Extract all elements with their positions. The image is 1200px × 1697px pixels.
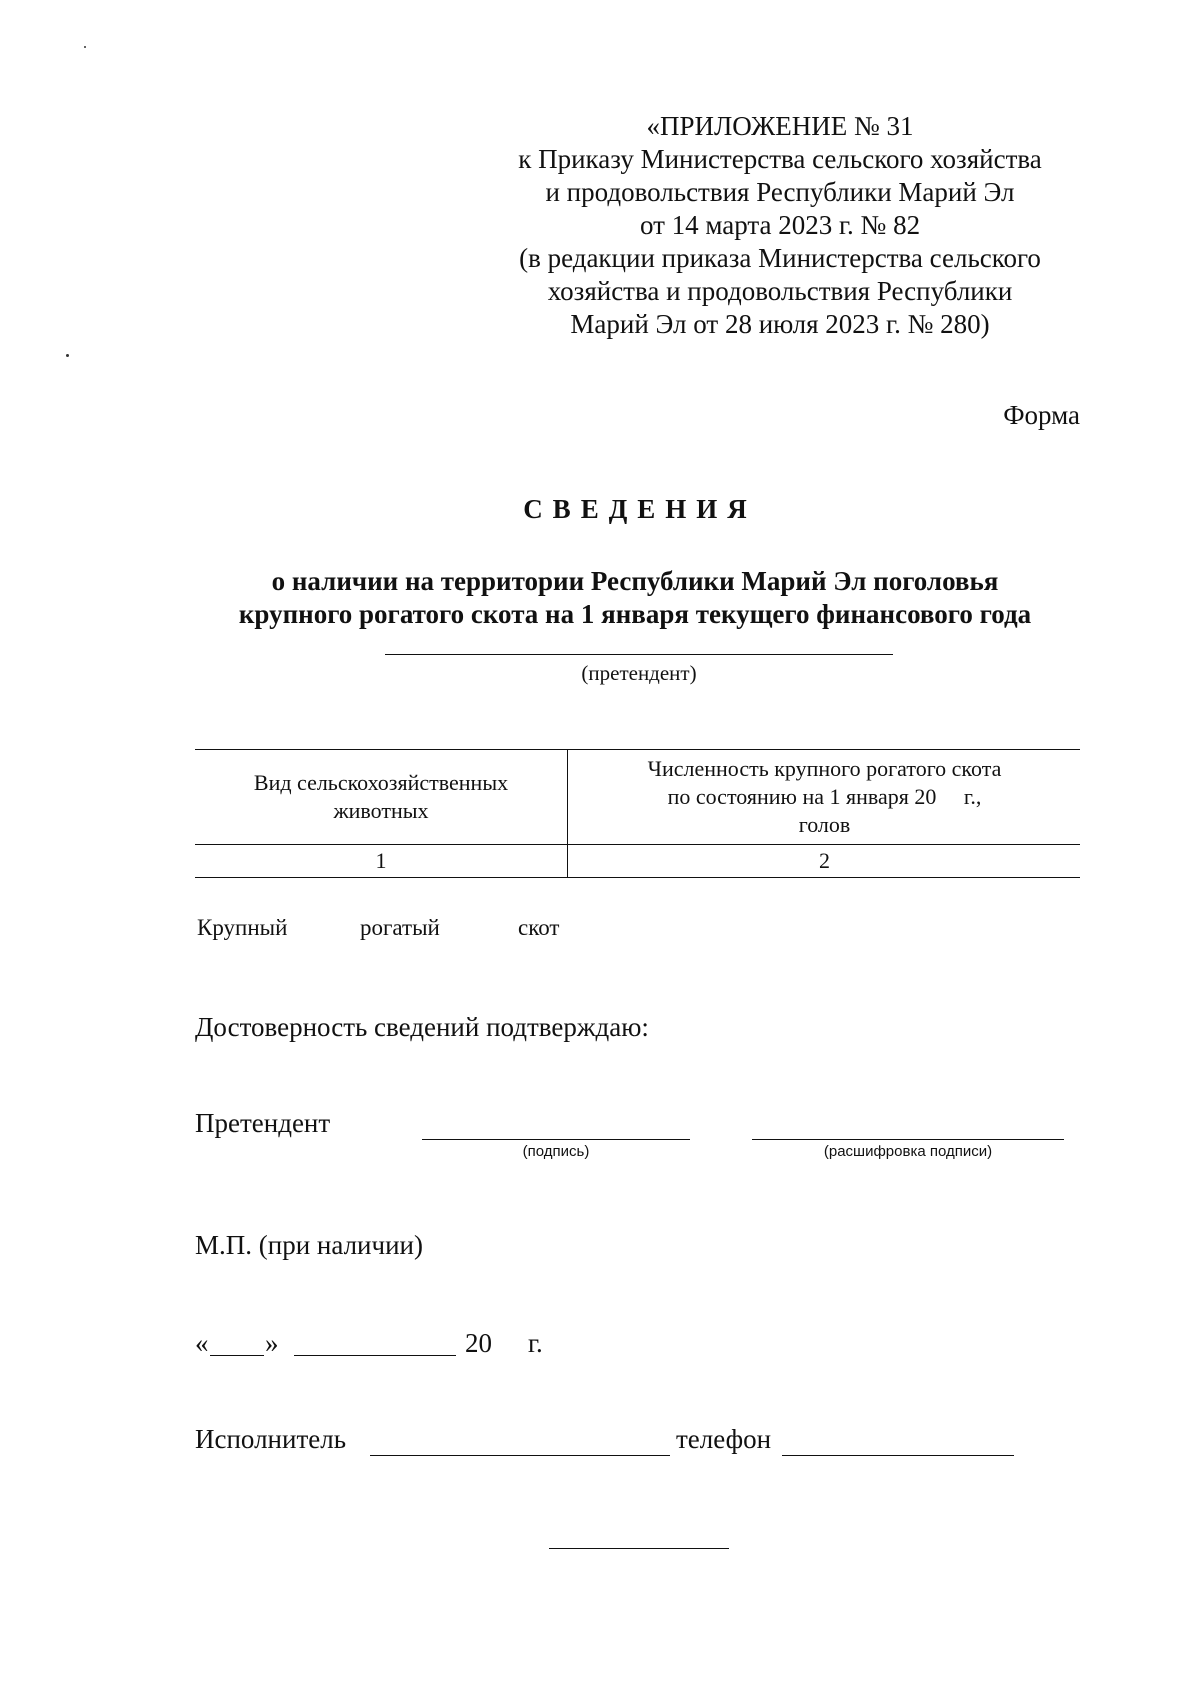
form-label: Форма (1003, 400, 1080, 430)
signature-decode-field[interactable] (752, 1139, 1064, 1140)
date-month-field[interactable] (294, 1355, 456, 1356)
table-header-border (195, 844, 1080, 845)
appendix-line: «ПРИЛОЖЕНИЕ № 31 (646, 111, 914, 141)
scan-speck (84, 46, 86, 48)
column-number: 1 (375, 848, 387, 873)
table-column-divider (567, 749, 568, 878)
column-number: 2 (819, 848, 830, 873)
appendix-line: и продовольствия Республики Марий Эл (545, 177, 1015, 207)
appendix-line: от 14 марта 2023 г. № 82 (639, 210, 921, 240)
signature-caption: (подпись) (522, 1143, 590, 1160)
subtitle-line: крупного рогатого скота на 1 января текущего финансового года (238, 599, 1032, 629)
table-header-animal-type (195, 751, 567, 843)
applicant-caption: (претендент) (581, 661, 697, 685)
executor-field[interactable] (370, 1455, 670, 1456)
confirmation-text: Достоверность сведений подтверждаю: (195, 1012, 649, 1042)
executor-label: Исполнитель (195, 1424, 347, 1454)
document-subtitle (0, 565, 1200, 631)
appendix-line: (в редакции приказа Министерства сельского (519, 243, 1041, 273)
phone-label: телефон (676, 1424, 772, 1454)
appendix-line: к Приказу Министерства сельского хозяйства (518, 144, 1042, 174)
row-word: Крупный (197, 915, 288, 940)
header-line: животных (333, 798, 429, 823)
date-year-suffix: г. (528, 1328, 543, 1358)
appendix-line: Марий Эл от 28 июля 2023 г. № 280) (570, 309, 990, 339)
header-line: по состоянию на 1 января 20 г., (667, 784, 982, 809)
date-close-quote: » (265, 1328, 279, 1358)
appendix-header (480, 110, 1080, 341)
applicant-field[interactable] (385, 654, 893, 655)
appendix-line: хозяйства и продовольствия Республики (547, 276, 1013, 306)
phone-field[interactable] (782, 1455, 1014, 1456)
row-word: рогатый (360, 915, 440, 940)
date-day-field[interactable] (210, 1355, 264, 1356)
date-open-quote: « (195, 1328, 209, 1358)
signature-decode-caption: (расшифровка подписи) (823, 1143, 993, 1160)
header-line: Вид сельскохозяйственных (253, 770, 509, 795)
subtitle-line: о наличии на территории Республики Марий Эл поголовья (271, 566, 999, 596)
header-line: голов (798, 812, 851, 837)
table-number-border (195, 877, 1080, 878)
closing-separator (549, 1548, 729, 1549)
header-line: Численность крупного рогатого скота (647, 756, 1002, 781)
scan-speck (66, 354, 69, 357)
table-top-border (195, 749, 1080, 750)
signature-field[interactable] (422, 1139, 690, 1140)
stamp-text: М.П. (при наличии) (195, 1230, 423, 1260)
date-year-prefix: 20 (465, 1328, 492, 1358)
table-header-count (569, 751, 1080, 843)
row-word: скот (518, 915, 560, 940)
document-title: СВЕДЕНИЯ (523, 494, 757, 524)
signature-label: Претендент (195, 1108, 331, 1138)
